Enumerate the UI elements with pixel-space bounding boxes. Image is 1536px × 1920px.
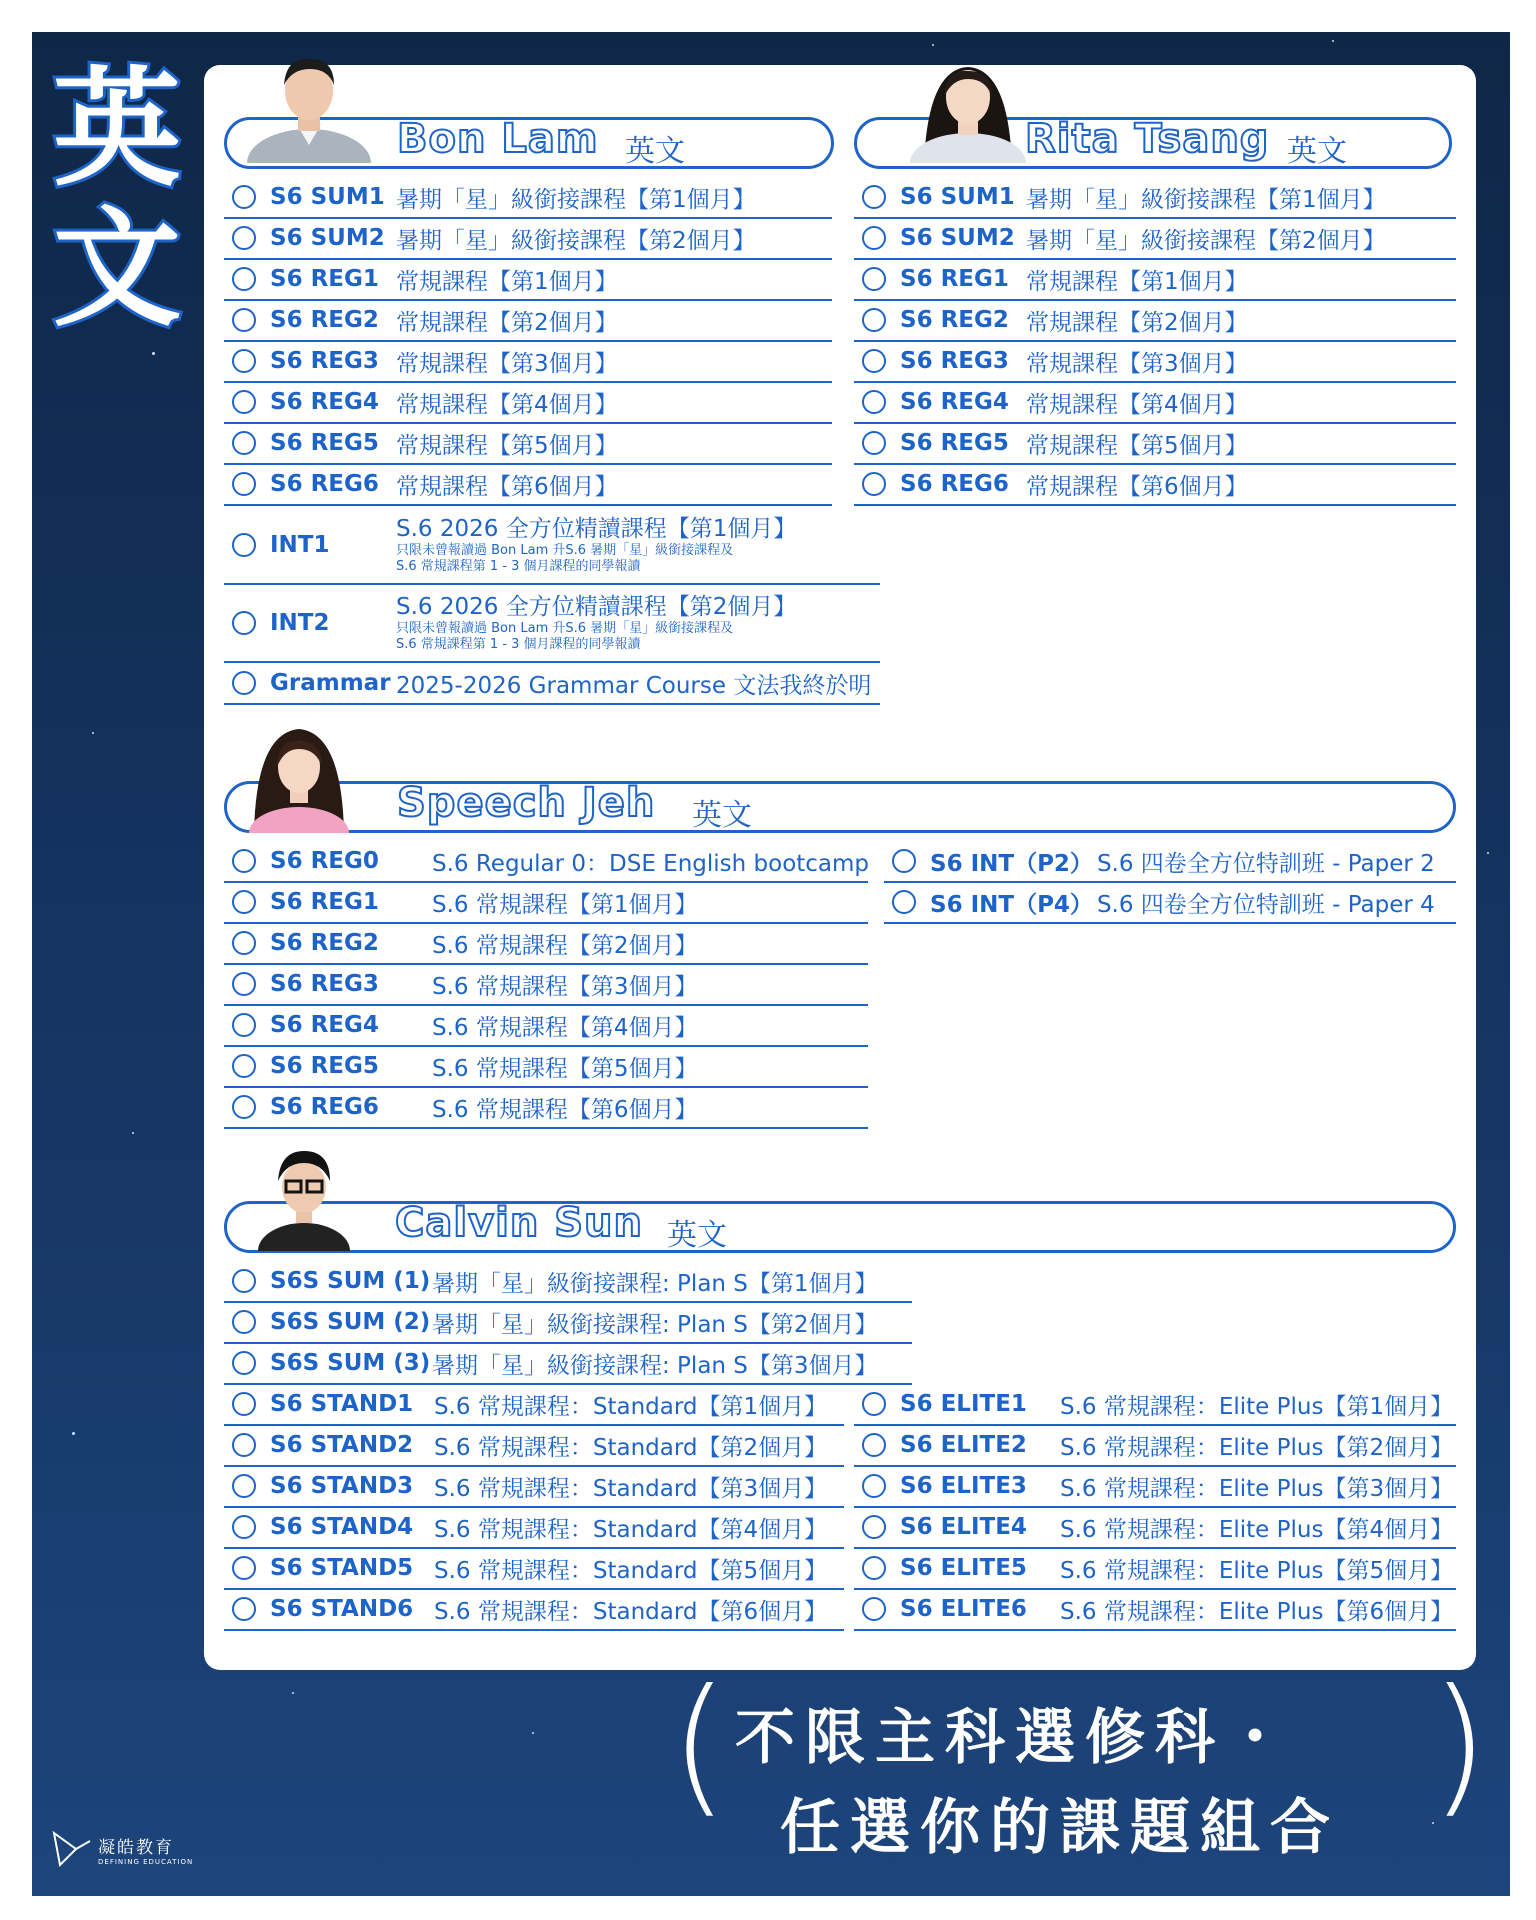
course-code: S6 SUM1 <box>900 184 1015 210</box>
course-desc: S.6 常規課程：Elite Plus【第2個月】 <box>1060 1434 1454 1461</box>
course-desc: S.6 常規課程：Standard【第6個月】 <box>434 1598 828 1625</box>
logo-name-en: DEFINING EDUCATION <box>98 1857 194 1866</box>
course-code: S6 REG2 <box>900 307 1009 333</box>
course-row[interactable] <box>224 300 832 342</box>
course-desc: S.6 四卷全方位特訓班 - Paper 2 <box>1096 850 1435 877</box>
teacher-header-speech <box>224 781 1456 833</box>
course-code: INT2 <box>270 610 330 636</box>
star <box>292 1692 294 1694</box>
course-code: S6 SUM2 <box>270 225 385 251</box>
course-code: S6S SUM (3) <box>270 1350 431 1376</box>
course-code: S6 SUM2 <box>900 225 1015 251</box>
course-row[interactable] <box>224 1425 844 1467</box>
course-code: S6 REG4 <box>270 1012 379 1038</box>
course-desc: S.6 常規課程【第4個月】 <box>432 1014 698 1041</box>
course-desc: 暑期「星」級銜接課程: Plan S【第2個月】 <box>432 1311 878 1338</box>
brand-logo <box>50 1829 193 1869</box>
course-desc: 常規課程【第6個月】 <box>396 473 618 500</box>
course-note: 只限未曾報讀過 Bon Lam 升S.6 暑期「星」級銜接課程及 <box>396 543 734 558</box>
course-row[interactable] <box>224 218 832 260</box>
course-desc: 常規課程【第5個月】 <box>396 432 618 459</box>
radio-button[interactable] <box>232 1556 256 1580</box>
course-row-int2[interactable] <box>224 585 880 663</box>
course-desc: 常規課程【第2個月】 <box>1026 309 1248 336</box>
radio-button[interactable] <box>232 931 256 955</box>
course-code: S6 STAND4 <box>270 1514 414 1540</box>
course-desc: S.6 常規課程：Standard【第4個月】 <box>434 1516 828 1543</box>
course-desc: 常規課程【第4個月】 <box>1026 391 1248 418</box>
course-row[interactable] <box>854 1507 1456 1549</box>
course-row[interactable] <box>854 382 1456 424</box>
course-row[interactable] <box>224 1466 844 1508</box>
course-row[interactable] <box>854 259 1456 301</box>
course-desc: 暑期「星」級銜接課程【第1個月】 <box>396 186 756 213</box>
course-desc: S.6 四卷全方位特訓班 - Paper 4 <box>1096 891 1435 918</box>
course-row-int1[interactable] <box>224 507 880 585</box>
course-code: S6 REG4 <box>900 389 1009 415</box>
course-code: S6 REG5 <box>270 1053 379 1079</box>
radio-button[interactable] <box>232 533 256 557</box>
radio-button[interactable] <box>232 849 256 873</box>
radio-button[interactable] <box>232 390 256 414</box>
radio-button[interactable] <box>232 308 256 332</box>
course-row[interactable] <box>854 218 1456 260</box>
radio-button[interactable] <box>862 1392 886 1416</box>
course-code: S6 REG0 <box>270 848 379 874</box>
radio-button[interactable] <box>892 890 916 914</box>
radio-button[interactable] <box>232 431 256 455</box>
course-code: S6 ELITE4 <box>900 1514 1027 1540</box>
radio-button[interactable] <box>232 1310 256 1334</box>
course-row[interactable] <box>884 841 1456 883</box>
course-row[interactable] <box>854 1425 1456 1467</box>
course-row[interactable] <box>224 1507 844 1549</box>
course-code: S6 REG4 <box>270 389 379 415</box>
course-desc: 暑期「星」級銜接課程【第2個月】 <box>1026 227 1386 254</box>
slogan-line2: 任選你的課題組合 <box>780 1793 1340 1863</box>
course-row[interactable] <box>224 1548 844 1590</box>
course-code: S6S SUM (2) <box>270 1309 431 1335</box>
teacher-subject: 英文 <box>625 134 685 169</box>
course-row[interactable] <box>224 177 832 219</box>
radio-button[interactable] <box>232 1269 256 1293</box>
teacher-header-calvin <box>224 1201 1456 1253</box>
radio-button[interactable] <box>232 671 256 695</box>
course-code: S6 INT（P4） <box>930 891 1093 918</box>
course-desc: S.6 常規課程【第2個月】 <box>432 932 698 959</box>
course-desc: S.6 2026 全方位精讀課程【第2個月】 <box>396 594 797 620</box>
course-row[interactable] <box>224 1087 868 1129</box>
course-desc: S.6 常規課程【第6個月】 <box>432 1096 698 1123</box>
course-desc: S.6 常規課程【第1個月】 <box>432 891 698 918</box>
radio-button[interactable] <box>892 849 916 873</box>
course-note: S.6 常規課程第 1 - 3 個月課程的同學報讀 <box>396 559 641 574</box>
course-desc: 常規課程【第1個月】 <box>1026 268 1248 295</box>
radio-button[interactable] <box>232 1351 256 1375</box>
star <box>152 352 155 355</box>
course-row[interactable] <box>854 1384 1456 1426</box>
course-code: S6 STAND6 <box>270 1596 414 1622</box>
course-code: S6 STAND1 <box>270 1391 414 1417</box>
course-row[interactable] <box>224 923 868 965</box>
course-note: 只限未曾報讀過 Bon Lam 升S.6 暑期「星」級銜接課程及 <box>396 621 734 636</box>
course-code: S6 REG6 <box>270 1094 379 1120</box>
radio-button[interactable] <box>862 1515 886 1539</box>
course-row-grammar[interactable] <box>224 663 880 705</box>
course-note: S.6 常規課程第 1 - 3 個月課程的同學報讀 <box>396 637 641 652</box>
radio-button[interactable] <box>862 431 886 455</box>
radio-button[interactable] <box>862 472 886 496</box>
teacher-name: Calvin Sun <box>395 1200 644 1246</box>
logo-name-cn: 凝皓教育 <box>98 1837 174 1858</box>
course-desc: S.6 常規課程：Standard【第2個月】 <box>434 1434 828 1461</box>
radio-button[interactable] <box>232 890 256 914</box>
radio-button[interactable] <box>232 1597 256 1621</box>
course-code: S6 REG2 <box>270 307 379 333</box>
radio-button[interactable] <box>862 226 886 250</box>
radio-button[interactable] <box>232 1095 256 1119</box>
course-code: S6 ELITE6 <box>900 1596 1027 1622</box>
course-code: S6 REG1 <box>900 266 1009 292</box>
teacher-name: Bon Lam <box>397 116 599 162</box>
course-code: S6 REG1 <box>270 889 379 915</box>
star <box>1487 852 1489 854</box>
avatar-rita-tsang <box>904 47 1032 163</box>
course-row[interactable] <box>224 1005 868 1047</box>
avatar-calvin-sun <box>256 1133 352 1251</box>
course-code: S6 REG6 <box>900 471 1009 497</box>
course-desc: 暑期「星」級銜接課程: Plan S【第3個月】 <box>432 1352 878 1379</box>
course-row[interactable] <box>224 423 832 465</box>
radio-button[interactable] <box>232 1054 256 1078</box>
course-desc: 暑期「星」級銜接課程: Plan S【第1個月】 <box>432 1270 878 1297</box>
course-row[interactable] <box>224 1589 844 1631</box>
course-code: S6 ELITE1 <box>900 1391 1027 1417</box>
close-parenthesis: ) <box>1430 1658 1489 1832</box>
avatar-speech-jeh <box>244 713 354 833</box>
heading-char: 英 <box>52 55 181 204</box>
course-card <box>204 65 1476 1670</box>
course-code: S6 STAND2 <box>270 1432 414 1458</box>
course-desc: 常規課程【第1個月】 <box>396 268 618 295</box>
course-code: S6 REG6 <box>270 471 379 497</box>
radio-button[interactable] <box>862 185 886 209</box>
course-code: S6 STAND3 <box>270 1473 414 1499</box>
course-desc: 暑期「星」級銜接課程【第1個月】 <box>1026 186 1386 213</box>
course-desc: 常規課程【第6個月】 <box>1026 473 1248 500</box>
radio-button[interactable] <box>232 1392 256 1416</box>
radio-button[interactable] <box>232 1515 256 1539</box>
radio-button[interactable] <box>862 1556 886 1580</box>
radio-button[interactable] <box>862 1433 886 1457</box>
course-row[interactable] <box>224 341 832 383</box>
course-code: Grammar <box>270 670 391 696</box>
radio-button[interactable] <box>232 267 256 291</box>
radio-button[interactable] <box>232 472 256 496</box>
course-code: INT1 <box>270 532 330 558</box>
course-row[interactable] <box>854 1466 1456 1508</box>
course-row[interactable] <box>224 882 868 924</box>
course-code: S6 REG3 <box>270 348 379 374</box>
star <box>932 44 934 46</box>
open-parenthesis: ( <box>670 1658 729 1832</box>
radio-button[interactable] <box>232 1433 256 1457</box>
course-row[interactable] <box>224 382 832 424</box>
course-row[interactable] <box>884 882 1456 924</box>
course-code: S6 REG3 <box>270 971 379 997</box>
course-row[interactable] <box>224 964 868 1006</box>
radio-button[interactable] <box>232 972 256 996</box>
radio-button[interactable] <box>232 611 256 635</box>
course-row[interactable] <box>224 1046 868 1088</box>
course-desc: 常規課程【第4個月】 <box>396 391 618 418</box>
course-desc: S.6 2026 全方位精讀課程【第1個月】 <box>396 516 797 542</box>
teacher-name: Rita Tsang <box>1025 116 1270 162</box>
course-code: S6 INT（P2） <box>930 850 1093 877</box>
radio-button[interactable] <box>862 308 886 332</box>
course-row[interactable] <box>854 464 1456 506</box>
star <box>72 1432 75 1435</box>
radio-button[interactable] <box>232 1474 256 1498</box>
radio-button[interactable] <box>862 349 886 373</box>
course-code: S6 SUM1 <box>270 184 385 210</box>
course-desc: S.6 常規課程：Standard【第3個月】 <box>434 1475 828 1502</box>
course-desc: 常規課程【第5個月】 <box>1026 432 1248 459</box>
course-code: S6 REG5 <box>900 430 1009 456</box>
radio-button[interactable] <box>862 267 886 291</box>
course-row[interactable] <box>854 1548 1456 1590</box>
course-desc: S.6 常規課程【第5個月】 <box>432 1055 698 1082</box>
teacher-subject: 英文 <box>692 798 752 833</box>
course-row[interactable] <box>224 1384 844 1426</box>
star <box>1332 40 1334 42</box>
logo-icon <box>50 1829 94 1869</box>
course-code: S6 ELITE3 <box>900 1473 1027 1499</box>
course-desc: S.6 常規課程：Standard【第1個月】 <box>434 1393 828 1420</box>
course-desc: S.6 常規課程：Standard【第5個月】 <box>434 1557 828 1584</box>
star <box>92 732 94 734</box>
course-code: S6 REG3 <box>900 348 1009 374</box>
course-row[interactable] <box>854 423 1456 465</box>
course-code: S6 REG5 <box>270 430 379 456</box>
course-code: S6 STAND5 <box>270 1555 414 1581</box>
star <box>132 1132 134 1134</box>
course-desc: S.6 常規課程：Elite Plus【第3個月】 <box>1060 1475 1454 1502</box>
course-row[interactable] <box>224 1302 912 1344</box>
radio-button[interactable] <box>232 349 256 373</box>
radio-button[interactable] <box>232 1013 256 1037</box>
radio-button[interactable] <box>232 226 256 250</box>
course-row[interactable] <box>854 177 1456 219</box>
slogan-line1: 不限主科選修科・ <box>735 1703 1295 1773</box>
course-desc: S.6 常規課程：Elite Plus【第5個月】 <box>1060 1557 1454 1584</box>
course-code: S6 REG1 <box>270 266 379 292</box>
radio-button[interactable] <box>232 185 256 209</box>
course-row[interactable] <box>224 841 868 883</box>
radio-button[interactable] <box>862 1597 886 1621</box>
course-desc: 常規課程【第3個月】 <box>396 350 618 377</box>
course-code: S6S SUM (1) <box>270 1268 431 1294</box>
course-desc: 暑期「星」級銜接課程【第2個月】 <box>396 227 756 254</box>
course-desc: S.6 常規課程：Elite Plus【第4個月】 <box>1060 1516 1454 1543</box>
course-desc: S.6 Regular 0：DSE English bootcamp <box>432 850 870 877</box>
course-code: S6 REG2 <box>270 930 379 956</box>
course-desc: S.6 常規課程【第3個月】 <box>432 973 698 1000</box>
course-row[interactable] <box>224 464 832 506</box>
course-desc: S.6 常規課程：Elite Plus【第1個月】 <box>1060 1393 1454 1420</box>
avatar-bon-lam <box>244 45 374 163</box>
teacher-subject: 英文 <box>667 1218 727 1253</box>
course-row[interactable] <box>854 341 1456 383</box>
course-row[interactable] <box>224 259 832 301</box>
course-row[interactable] <box>854 1589 1456 1631</box>
radio-button[interactable] <box>862 390 886 414</box>
teacher-subject: 英文 <box>1287 134 1347 169</box>
course-desc: 2025-2026 Grammar Course 文法我終於明 <box>396 672 872 699</box>
course-row[interactable] <box>854 300 1456 342</box>
course-row[interactable] <box>224 1261 912 1303</box>
course-row[interactable] <box>224 1343 912 1385</box>
course-desc: S.6 常規課程：Elite Plus【第6個月】 <box>1060 1598 1454 1625</box>
course-code: S6 ELITE2 <box>900 1432 1027 1458</box>
course-code: S6 ELITE5 <box>900 1555 1027 1581</box>
radio-button[interactable] <box>862 1474 886 1498</box>
heading-char: 文 <box>52 195 181 344</box>
teacher-name: Speech Jeh <box>397 780 656 826</box>
course-desc: 常規課程【第2個月】 <box>396 309 618 336</box>
star <box>532 1732 534 1734</box>
course-desc: 常規課程【第3個月】 <box>1026 350 1248 377</box>
